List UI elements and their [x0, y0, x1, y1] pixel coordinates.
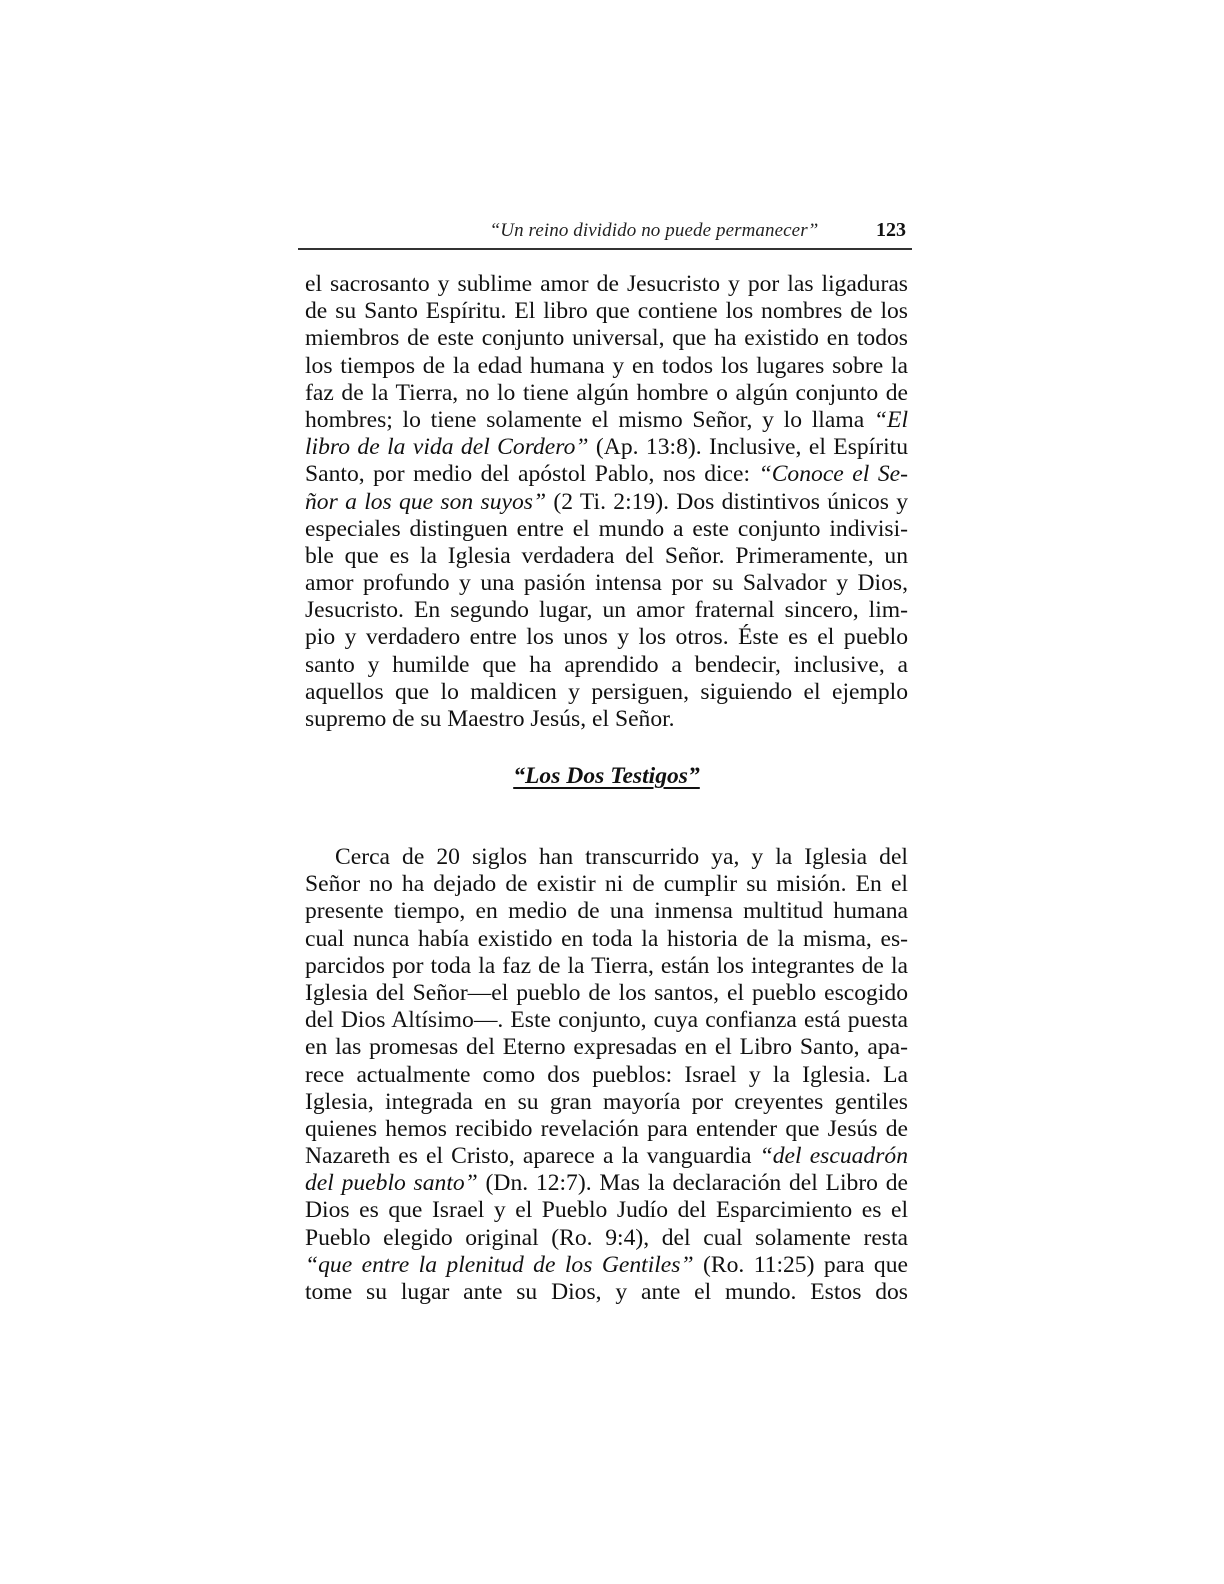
text-line	[305, 844, 908, 871]
text-line	[305, 980, 908, 1007]
text-run: presente tiempo, en medio de una inmensa multitud humana	[305, 898, 908, 925]
text-run: supremo de su Maestro Jesús, el Señor.	[305, 706, 675, 732]
italic-quote: “que entre la plenitud de los Gentiles”	[305, 1251, 694, 1278]
text-line	[305, 1143, 908, 1170]
text-run: el sacrosanto y sublime amor de Jesucristo y por las ligaduras	[305, 271, 908, 297]
text-line	[305, 1007, 908, 1034]
header-rule	[298, 248, 912, 250]
italic-quote: del pueblo santo”	[305, 1170, 478, 1197]
text-line	[305, 1170, 908, 1197]
text-run: parcidos por toda la faz de la Tierra, están los integrantes de la	[305, 952, 908, 979]
text-run: aquellos que lo maldicen y persiguen, siguiendo el ejemplo	[305, 678, 908, 705]
text-line	[305, 516, 908, 543]
text-run: (Dn. 12:7). Mas la declaración del Libro de	[477, 1170, 908, 1197]
italic-quote: “Conoce el Se-	[758, 461, 908, 488]
text-run: (Ro. 11:25) para que	[693, 1251, 908, 1278]
text-line	[305, 926, 908, 953]
text-line	[305, 271, 908, 298]
text-line	[305, 1279, 908, 1306]
text-line	[305, 652, 908, 679]
text-run: Señor no ha dejado de existir ni de cumplir su misión. En el	[305, 871, 908, 898]
text-run: (2 Ti. 2:19). Dos distintivos únicos y	[546, 488, 908, 515]
text-run: tome su lugar ante su Dios, y ante el mundo. Estos dos	[305, 1279, 908, 1305]
text-line	[305, 325, 908, 352]
text-run: ble que es la Iglesia verdadera del Señor. Primeramente, un	[305, 542, 908, 569]
text-run: Santo, por medio del apóstol Pablo, nos dice:	[305, 461, 759, 488]
text-line	[305, 953, 908, 980]
text-line	[305, 706, 908, 733]
text-line	[305, 1116, 908, 1143]
text-line	[305, 489, 908, 516]
text-run: Cerca de 20 siglos han transcurrido ya, y la Iglesia del	[335, 844, 908, 870]
text-line	[305, 298, 908, 325]
section-heading-text: “Los Dos Testigos”	[513, 763, 700, 789]
paragraph-2	[305, 844, 908, 1306]
running-header	[298, 218, 910, 248]
text-run: Pueblo elegido original (Ro. 9:4), del cual solamente resta	[305, 1224, 908, 1251]
text-line	[305, 1197, 908, 1224]
text-run: en las promesas del Eterno expresadas en el Libro Santo, apa-	[305, 1034, 908, 1061]
text-line	[305, 624, 908, 651]
text-run: amor profundo y una pasión intensa por su Salvador y Dios,	[305, 570, 908, 597]
text-line	[305, 597, 908, 624]
text-line	[305, 543, 908, 570]
text-run: Iglesia del Señor—el pueblo de los santos, el pueblo escogido	[305, 979, 908, 1006]
text-run: Iglesia, integrada en su gran mayoría por creyentes gentiles	[305, 1088, 908, 1115]
text-line	[305, 434, 908, 461]
text-run: Nazareth es el Cristo, aparece a la vanguardia	[305, 1143, 760, 1170]
text-run: de su Santo Espíritu. El libro que contiene los nombres de los	[305, 298, 908, 325]
text-line	[305, 1225, 908, 1252]
text-line	[305, 679, 908, 706]
text-run: santo y humilde que ha aprendido a bendecir, inclusive, a	[305, 651, 908, 678]
text-run: pio y verdadero entre los unos y los otros. Éste es el pueblo	[305, 624, 908, 651]
italic-quote: libro de la vida del Cordero”	[305, 434, 589, 461]
text-line	[305, 871, 908, 898]
text-run: hombres; lo tiene solamente el mismo Señor, y lo llama	[305, 406, 874, 433]
text-run: faz de la Tierra, no lo tiene algún hombre o algún conjunto de	[305, 379, 908, 406]
running-header-title: “Un reino dividido no puede permanecer”	[489, 220, 819, 241]
text-run: del Dios Altísimo—. Este conjunto, cuya confianza está puesta	[305, 1007, 908, 1034]
text-line	[305, 1034, 908, 1061]
text-run: especiales distinguen entre el mundo a este conjunto indivisi-	[305, 515, 908, 542]
text-line	[305, 1089, 908, 1116]
text-run: Jesucristo. En segundo lugar, un amor fraternal sincero, lim-	[305, 597, 908, 624]
text-run: Dios es que Israel y el Pueblo Judío del Esparcimiento es el	[305, 1197, 908, 1224]
section-heading	[305, 762, 908, 790]
text-run: (Ap. 13:8). Inclusive, el Espíritu	[588, 434, 908, 461]
text-line	[305, 407, 908, 434]
paragraph-1	[305, 271, 908, 733]
text-line	[305, 570, 908, 597]
page-number: 123	[876, 219, 906, 241]
text-run: cual nunca había existido en toda la historia de la misma, es-	[305, 925, 908, 952]
italic-quote: ñor a los que son suyos”	[305, 488, 547, 515]
text-run: los tiempos de la edad humana y en todos los lugares sobre la	[305, 352, 908, 379]
text-run: miembros de este conjunto universal, que ha existido en todos	[305, 325, 908, 352]
text-run: quienes hemos recibido revelación para entender que Jesús de	[305, 1115, 908, 1142]
italic-quote: “del escuadrón	[759, 1143, 908, 1170]
text-line	[305, 380, 908, 407]
text-line	[305, 1252, 908, 1279]
text-line	[305, 353, 908, 380]
text-line	[305, 898, 908, 925]
italic-quote: “El	[873, 406, 908, 433]
text-line	[305, 461, 908, 488]
text-line	[305, 1062, 908, 1089]
text-run: rece actualmente como dos pueblos: Israel y la Iglesia. La	[305, 1061, 908, 1088]
